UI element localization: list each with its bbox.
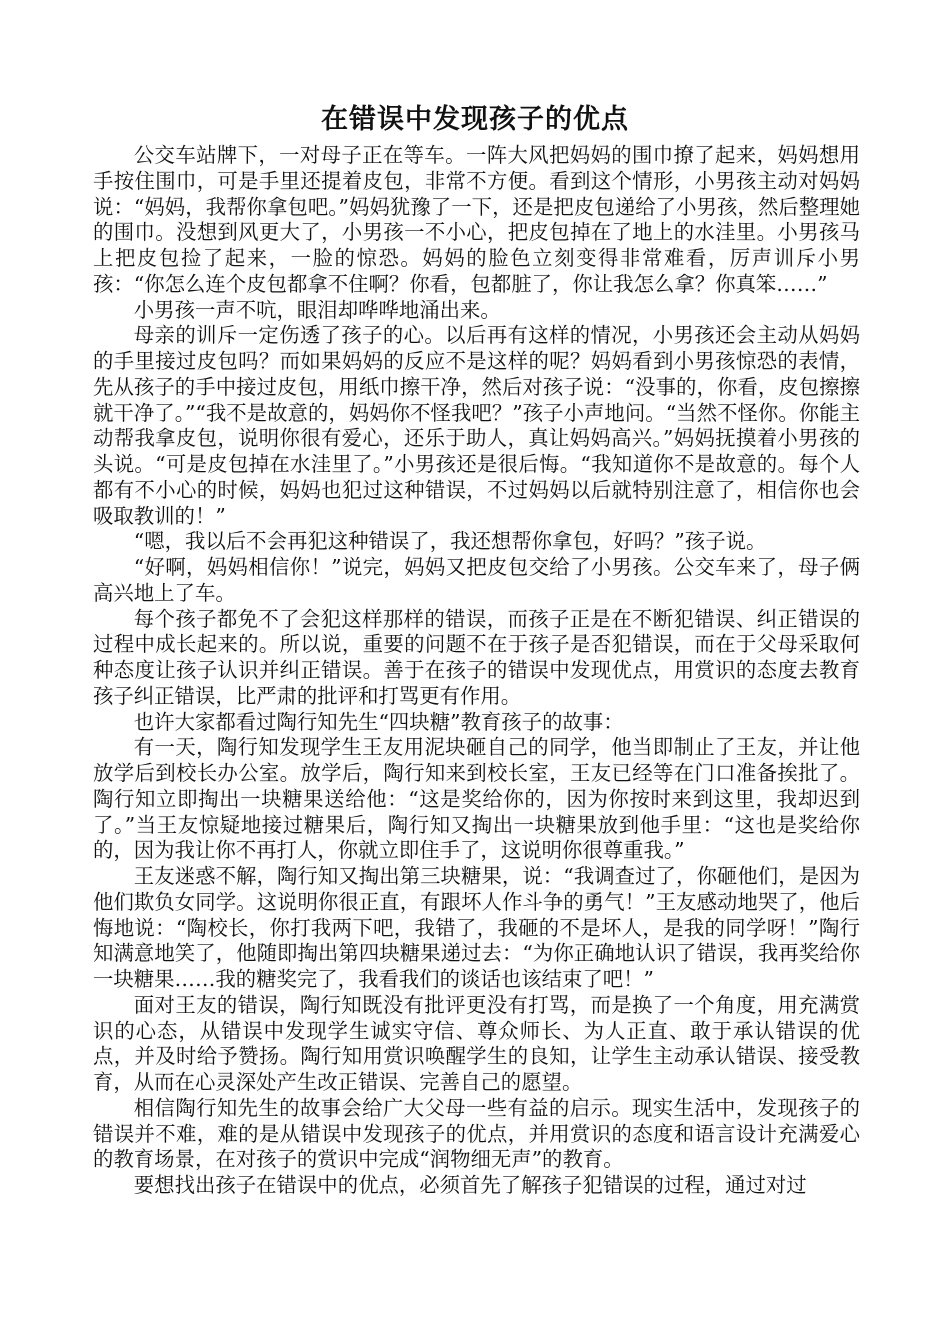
paragraph: 面对王友的错误，陶行知既没有批评更没有打骂，而是换了一个角度，用充满赏识的心态，从错误中发现学生诚实守信、尊众师长、为人正直、敢于承认错误的优点，并及时给予赞扬。陶行知用赏识唤醒学生的良知，让学生主动承认错误、接受教育，从而在心灵深处产生改正错误、完善自己的愿望。 [93,992,860,1094]
paragraph: 要想找出孩子在错误中的优点，必须首先了解孩子犯错误的过程，通过对过 [133,1173,807,1197]
paragraph: 王友迷惑不解，陶行知又掏出第三块糖果，说：“我调查过了，你砸他们，是因为他们欺负女同学。这说明你很正直，有跟坏人作斗争的勇气！”王友感动地哭了，他后悔地说：“陶校长，你打我两下吧，我错了，我砸的不是坏人，是我的同学呀！”陶行知满意地笑了，他随即掏出第四块糖果递过去：“为你正确地认识了错误，我再奖给你一块糖果……我的糖奖完了，我看我们的谈话也该结束了吧！” [93,864,860,991]
document-body [93,143,860,1243]
paragraph: 母亲的训斥一定伤透了孩子的心。以后再有这样的情况，小男孩还会主动从妈妈的手里接过皮包吗？而如果妈妈的反应不是这样的呢？妈妈看到小男孩惊恐的表情，先从孩子的手中接过皮包，用纸巾擦干净，然后对孩子说：“没事的，你看，皮包擦擦就干净了。”“我不是故意的，妈妈你不怪我吧？”孩子小声地问。“当然不怪你。你能主动帮我拿皮包，说明你很有爱心，还乐于助人，真让妈妈高兴。”妈妈抚摸着小男孩的头说。“可是皮包掉在水洼里了。”小男孩还是很后悔。“我知道你不是故意的。每个人都有不小心的时候，妈妈也犯过这种错误，不过妈妈以后就特别注意了，相信你也会吸取教训的！” [93,323,860,528]
document-title: 在错误中发现孩子的优点 [321,104,629,135]
paragraph: 相信陶行知先生的故事会给广大父母一些有益的启示。现实生活中，发现孩子的错误并不难，难的是从错误中发现孩子的优点，并用赏识的态度和语言设计充满爱心的教育场景，在对孩子的赏识中完成“润物细无声”的教育。 [93,1095,860,1172]
paragraph: 也许大家都看过陶行知先生“四块糖”教育孩子的故事： [133,709,624,734]
paragraph: 小男孩一声不吭，眼泪却哗哗地涌出来。 [133,297,501,322]
paragraph: “嗯，我以后不会再犯这种错误了，我还想帮你拿包，好吗？”孩子说。 [133,529,767,554]
paragraph: 有一天，陶行知发现学生王友用泥块砸自己的同学，他当即制止了王友，并让他放学后到校长办公室。放学后，陶行知来到校长室，王友已经等在门口准备挨批了。陶行知立即掏出一块糖果送给他：“这是奖给你的，因为你按时来到这里，我却迟到了。”当王友惊疑地接过糖果后，陶行知又掏出一块糖果放到他手里：“这也是奖给你的，因为我让你不再打人，你就立即住手了，这说明你很尊重我。” [93,735,860,863]
paragraph: “好啊，妈妈相信你！”说完，妈妈又把皮包交给了小男孩。公交车来了，母子俩高兴地上了车。 [93,555,860,605]
paragraph: 每个孩子都免不了会犯这样那样的错误，而孩子正是在不断犯错误、纠正错误的过程中成长起来的。所以说，重要的问题不在于孩子是否犯错误，而在于父母采取何种态度让孩子认识并纠正错误。善于在孩子的错误中发现优点，用赏识的态度去教育孩子纠正错误，比严肃的批评和打骂更有作用。 [93,606,860,708]
paragraph: 公交车站牌下，一对母子正在等车。一阵大风把妈妈的围巾撩了起来，妈妈想用手按住围巾，可是手里还提着皮包，非常不方便。看到这个情形，小男孩主动对妈妈说：“妈妈，我帮你拿包吧。”妈妈犹豫了一下，还是把皮包递给了小男孩，然后整理她的围巾。没想到风更大了，小男孩一不小心，把皮包掉在了地上的水洼里。小男孩马上把皮包捡了起来，一脸的惊恐。妈妈的脸色立刻变得非常难看，厉声训斥小男孩：“你怎么连个皮包都拿不住啊？你看，包都脏了，你让我怎么拿？你真笨……” [93,143,860,296]
